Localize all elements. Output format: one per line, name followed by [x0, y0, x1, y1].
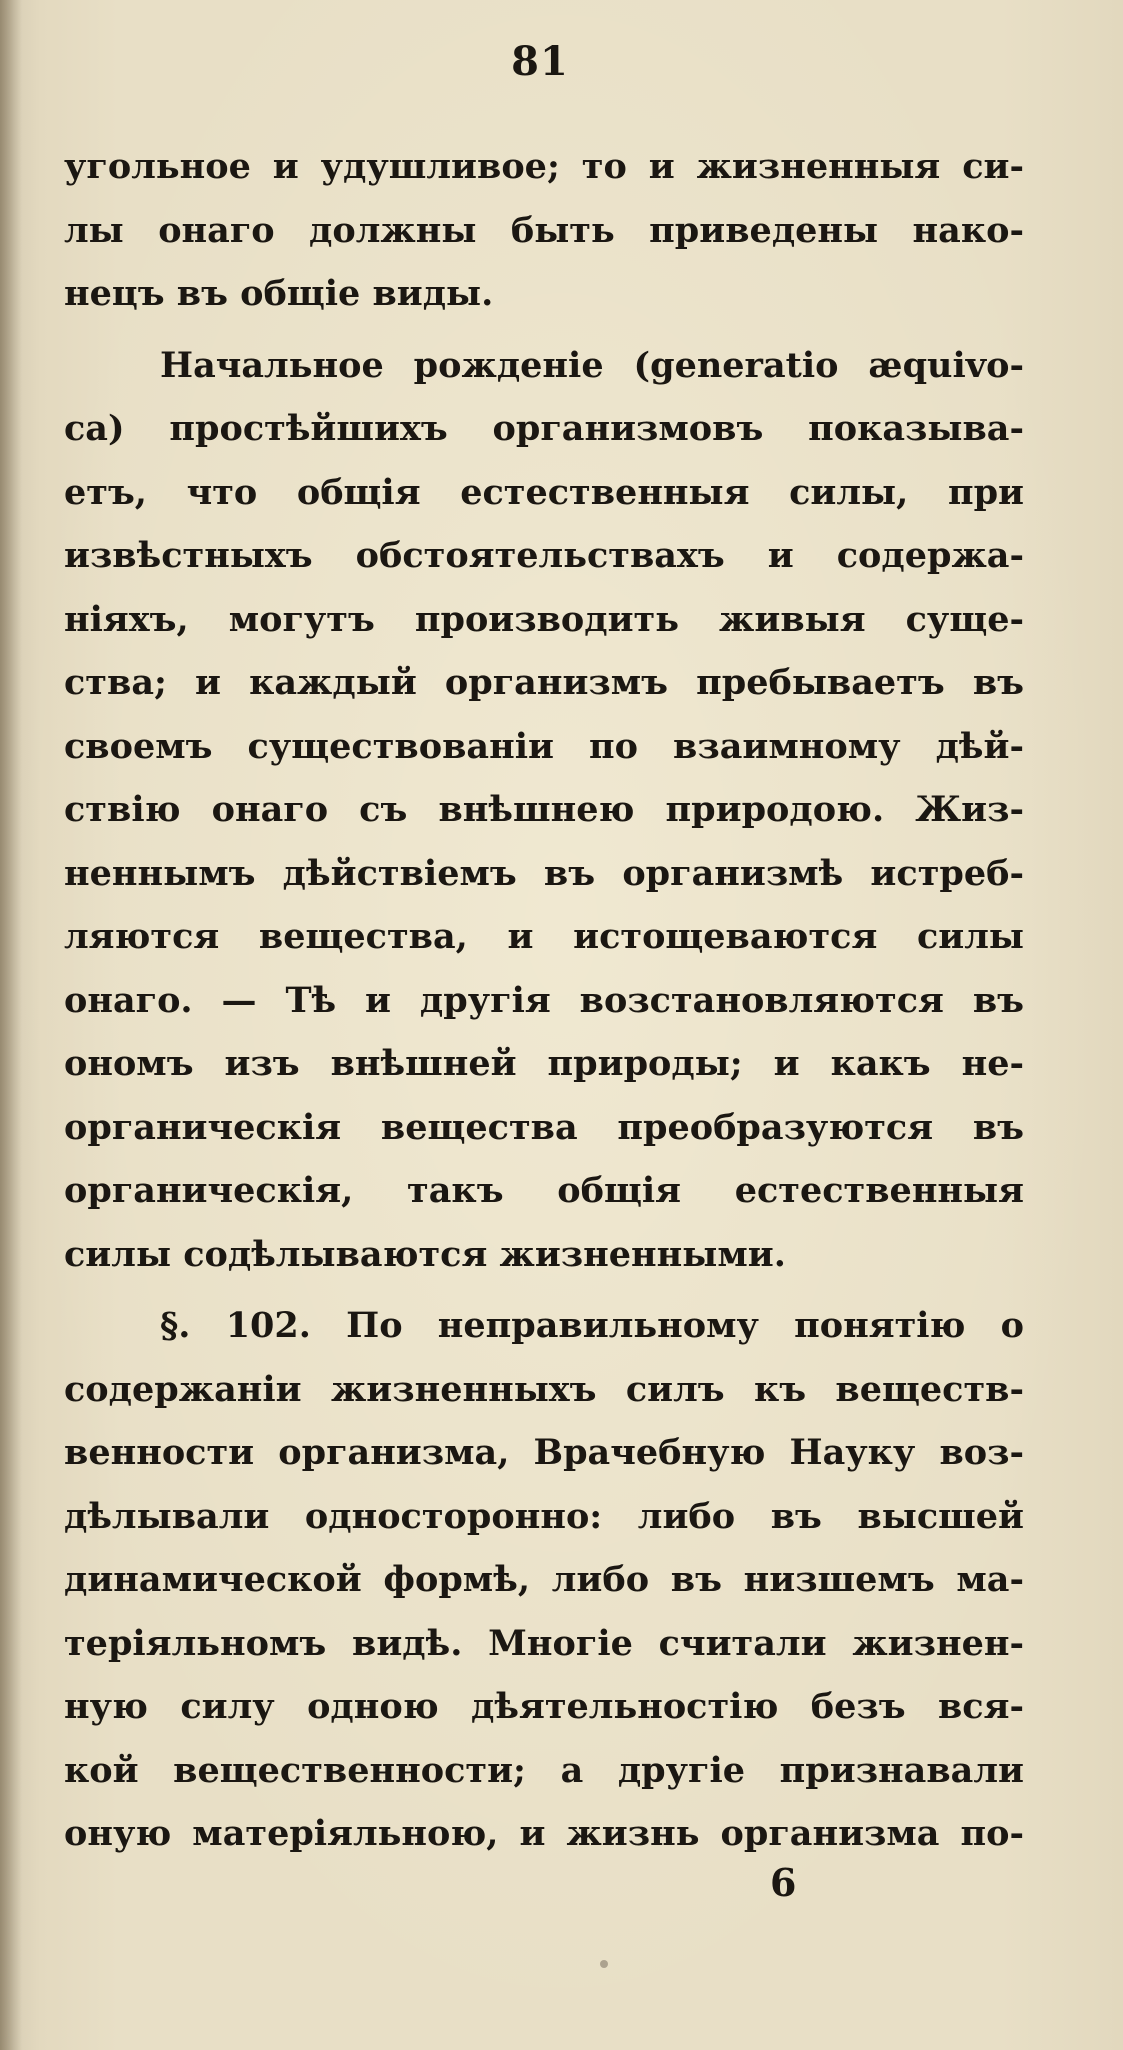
- text-line: онаго. — Тѣ и другія возстановляются въ: [64, 979, 1024, 1021]
- spine-shadow: [0, 0, 22, 2050]
- text-line: ствію онаго съ внѣшнею природою. Жиз-: [64, 789, 1024, 830]
- text-line: извѣстныхъ обстоятельствахъ и содержа-: [64, 535, 1024, 576]
- paragraph-1: [64, 135, 1024, 326]
- text-line: оную матеріяльною, и жизнь организма по-: [64, 1813, 1024, 1854]
- text-line: §. 102. По неправильному понятію о: [160, 1305, 1024, 1346]
- text-line: ную силу одною дѣятельностію безъ вся-: [64, 1686, 1024, 1727]
- paragraph-2: [64, 334, 1024, 1287]
- text-line: угольное и удушливое; то и жизненныя си-: [64, 146, 1024, 187]
- text-line: ономъ изъ внѣшней природы; и какъ не-: [64, 1043, 1024, 1084]
- paragraph-gap: [64, 1286, 1024, 1294]
- text-line: органическія вещества преобразуются въ: [64, 1106, 1024, 1148]
- text-line: содержаніи жизненныхъ силъ къ веществ-: [64, 1368, 1024, 1410]
- signature-mark: 6: [770, 1860, 797, 1905]
- text-line: ca) простѣйшихъ организмовъ показыва-: [64, 408, 1024, 449]
- paragraph-gap: [64, 326, 1024, 334]
- body-text: [64, 135, 1024, 1866]
- text-line: динамической формѣ, либо въ низшемъ ма-: [64, 1559, 1024, 1600]
- text-line: ства; и каждый организмъ пребываетъ въ: [64, 662, 1024, 703]
- text-line: лы онаго должны быть приведены нако-: [64, 209, 1024, 251]
- text-line: теріяльномъ видѣ. Многіе считали жизнен-: [64, 1622, 1024, 1664]
- text-line: кой вещественности; а другіе признавали: [64, 1749, 1024, 1791]
- text-line: етъ, что общія естественныя силы, при: [64, 471, 1024, 513]
- text-line: нецъ въ общіе виды.: [64, 273, 494, 314]
- page-number: 81: [511, 38, 569, 85]
- text-line: дѣлывали односторонно: либо въ высшей: [64, 1495, 1024, 1537]
- paper-speck: [600, 1960, 608, 1968]
- text-line: органическія, такъ общія естественныя: [64, 1170, 1024, 1211]
- text-line: неннымъ дѣйствіемъ въ организмѣ истреб-: [64, 852, 1024, 894]
- text-line: венности организма, Врачебную Науку воз-: [64, 1432, 1024, 1473]
- text-line: Начальное рожденіе (generatio æquivo-: [160, 344, 1024, 386]
- text-line: ляются вещества, и истощеваются силы: [64, 916, 1024, 957]
- text-line: силы содѣлываются жизненными.: [64, 1233, 786, 1275]
- text-line: своемъ существованіи по взаимному дѣй-: [64, 725, 1024, 767]
- text-line: ніяхъ, могутъ производить живыя суще-: [64, 598, 1024, 640]
- paragraph-3: [64, 1294, 1024, 1866]
